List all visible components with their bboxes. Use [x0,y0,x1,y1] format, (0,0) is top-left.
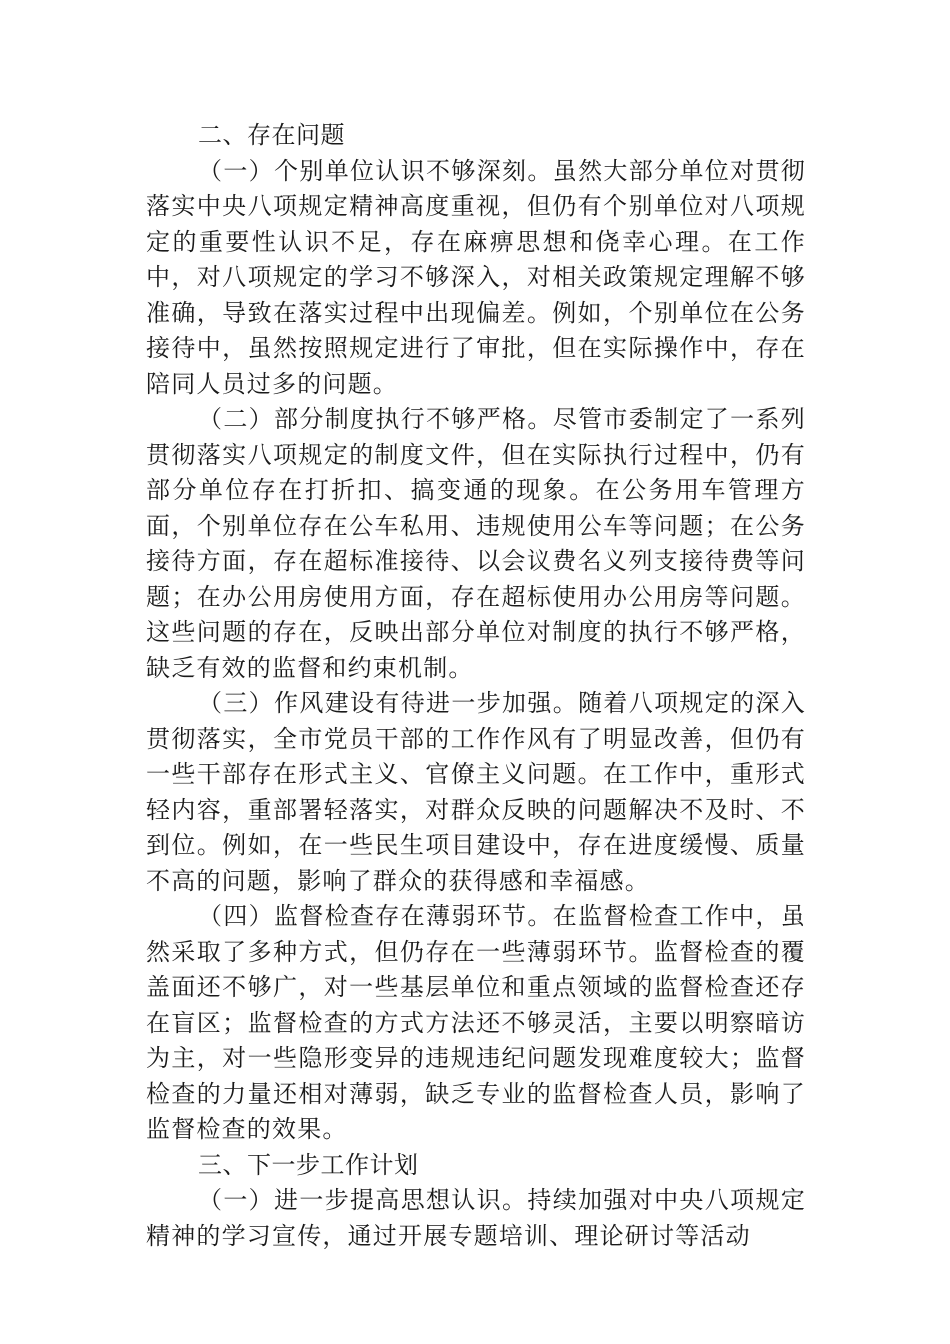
paragraph-problem-3 [146,686,806,899]
paragraph-text: 虽然大部分单位对贯彻落实中央八项规定精神高度重视，但仍有个别单位对八项规定的重要性认识不足，存在麻痹思想和侥幸心理。在工作中，对八项规定的学习不够深入，对相关政策规定理解不够准确，导致在落实过程中出现偏差。例如，个别单位在公务接待中，虽然按照规定进行了审批，但在实际操作中，存在陪同人员过多的问题。 [146,156,806,398]
paragraph-text: 持续加强对中央八项规定精神的学习宣传，通过开展专题培训、理论研讨等活动 [146,1186,806,1250]
paragraph-problem-4 [146,899,806,1148]
paragraph-text: 尽管市委制定了一系列贯彻落实八项规定的制度文件，但在实际执行过程中，仍有部分单位存在打折扣、搞变通的现象。在公务用车管理方面，个别单位存在公车私用、违规使用公车等问题；在公务接待方面，存在超标准接待、以会议费名义列支接待费等问题；在办公用房使用方面，存在超标使用办公用房等问题。这些问题的存在，反映出部分单位对制度的执行不够严格，缺乏有效的监督和约束机制。 [146,405,806,682]
paragraph-problem-2 [146,402,806,686]
section-heading-next-steps: 三、下一步工作计划 [198,1150,419,1179]
paragraph-problem-1 [146,154,806,403]
paragraph-lead: （三）作风建设有待进一步加强。 [198,689,579,717]
paragraph-lead: （一）个别单位认识不够深刻。 [198,156,553,185]
paragraph-lead: （四）监督检查存在薄弱环节。 [198,902,553,930]
paragraph-lead: （一）进一步提高思想认识。 [198,1186,528,1214]
paragraph-text: 随着八项规定的深入贯彻落实，全市党员干部的工作作风有了明显改善，但仍有一些干部存在形式主义、官僚主义问题。在工作中，重形式轻内容，重部署轻落实，对群众反映的问题解决不及时、不到位。例如，在一些民生项目建设中，存在进度缓慢、质量不高的问题，影响了群众的获得感和幸福感。 [146,689,806,895]
paragraph-text: 在监督检查工作中，虽然采取了多种方式，但仍存在一些薄弱环节。监督检查的覆盖面还不够广，对一些基层单位和重点领域的监督检查还存在盲区；监督检查的方式方法还不够灵活，主要以明察暗访为主，对一些隐形变异的违规违纪问题发现难度较大；监督检查的力量还相对薄弱，缺乏专业的监督检查人员，影响了监督检查的效果。 [146,902,806,1143]
section-heading-problems: 二、存在问题 [198,121,345,149]
paragraph-plan-1 [146,1183,806,1254]
document-body [146,118,806,1254]
paragraph-lead: （二）部分制度执行不够严格。 [198,405,553,433]
